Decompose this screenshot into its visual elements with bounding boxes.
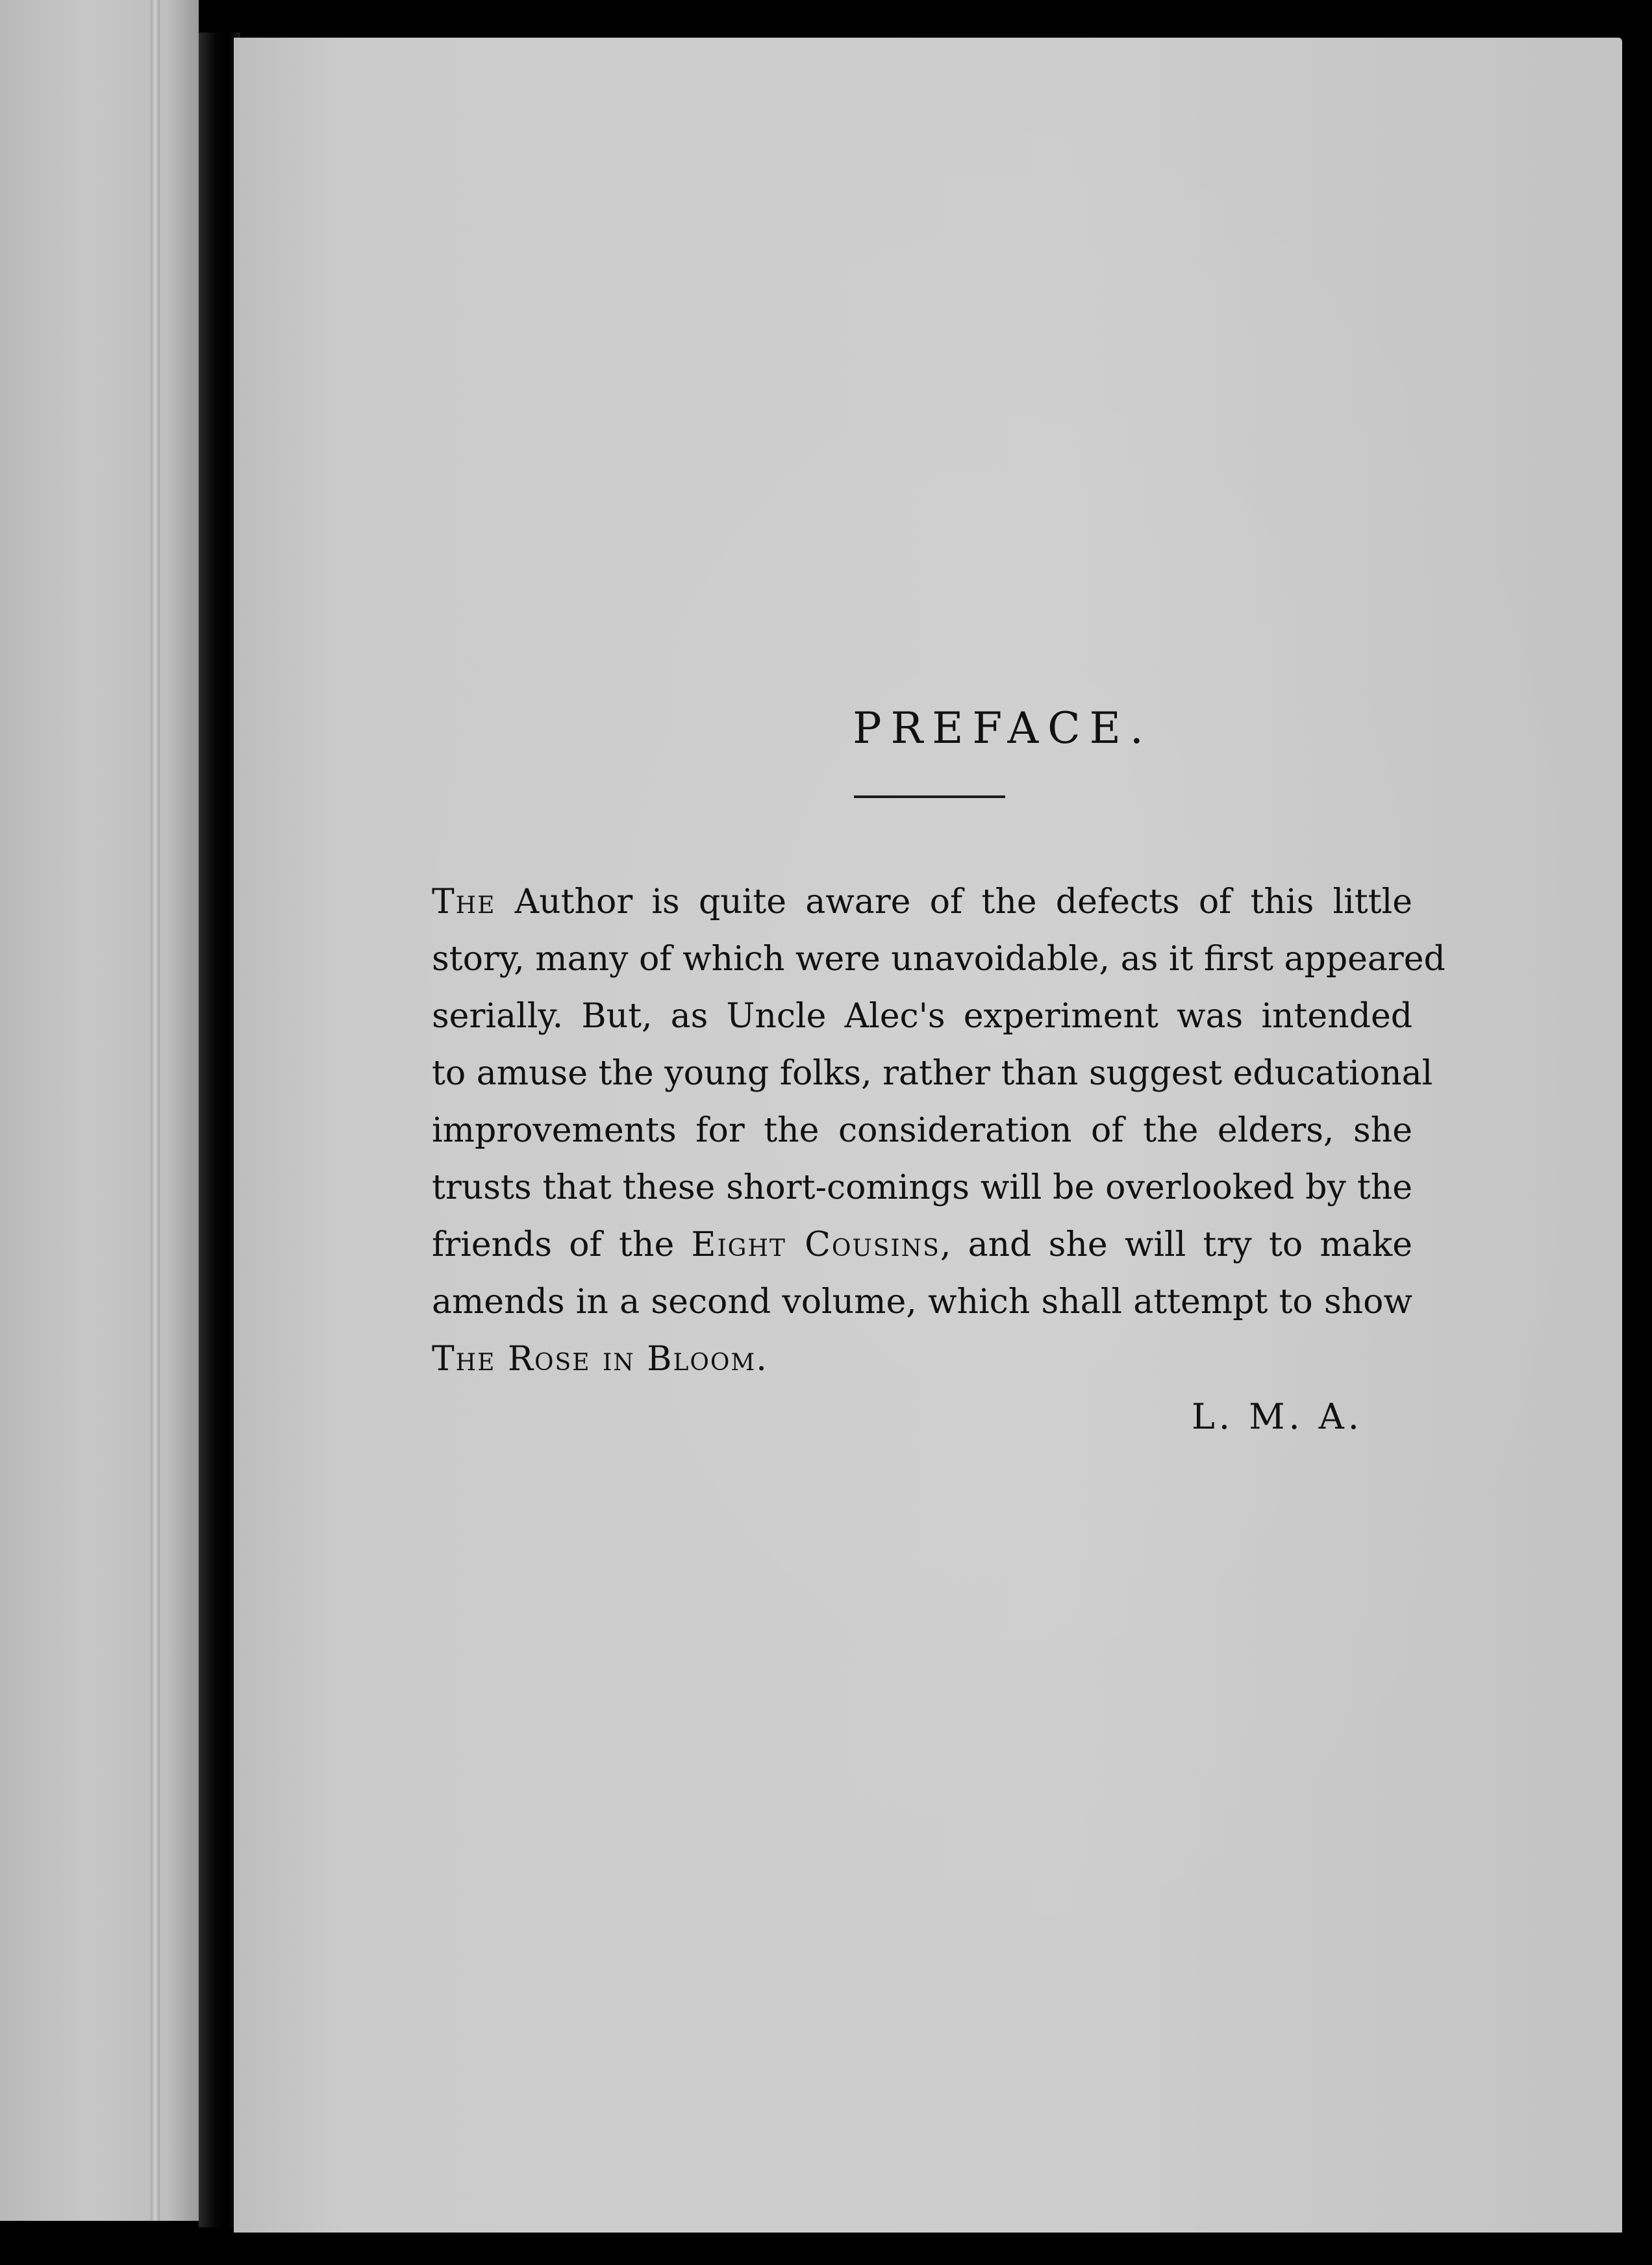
text-line-2: story, many of which were unavoidable, as it first appeared <box>432 940 1446 979</box>
text-line-9 <box>432 1331 1412 1388</box>
text-line-7 <box>432 1216 1412 1273</box>
title-rule <box>854 795 1005 798</box>
line-text: friends of the <box>432 1225 692 1264</box>
left-page <box>0 0 199 2221</box>
line-text: , and she will try to make <box>940 1225 1413 1264</box>
author-signature: L. M. A. <box>1192 1396 1363 1437</box>
left-page-edge <box>151 0 160 2221</box>
text-line-8: amends in a second volume, which shall attempt to show <box>432 1283 1412 1321</box>
text-line-6: trusts that these short-comings will be overlooked by the <box>432 1168 1412 1207</box>
page-title: PREFACE. <box>853 703 1153 753</box>
line-text: . <box>756 1340 767 1379</box>
text-line-1 <box>432 873 1412 931</box>
book-title-eight-cousins: Eight Cousins <box>691 1225 940 1264</box>
text-line-3: serially. But, as Uncle Alec's experiment was intended <box>432 997 1412 1036</box>
small-caps-lead: The <box>432 882 496 921</box>
preface-body <box>432 873 1446 1388</box>
line-text: Author is quite aware of the defects of this little <box>495 882 1412 921</box>
book-title-rose-in-bloom: The Rose in Bloom <box>432 1340 757 1379</box>
text-line-4: to amuse the young folks, rather than suggest educational <box>432 1054 1433 1093</box>
text-line-5: improvements for the consideration of the elders, she <box>432 1111 1412 1150</box>
